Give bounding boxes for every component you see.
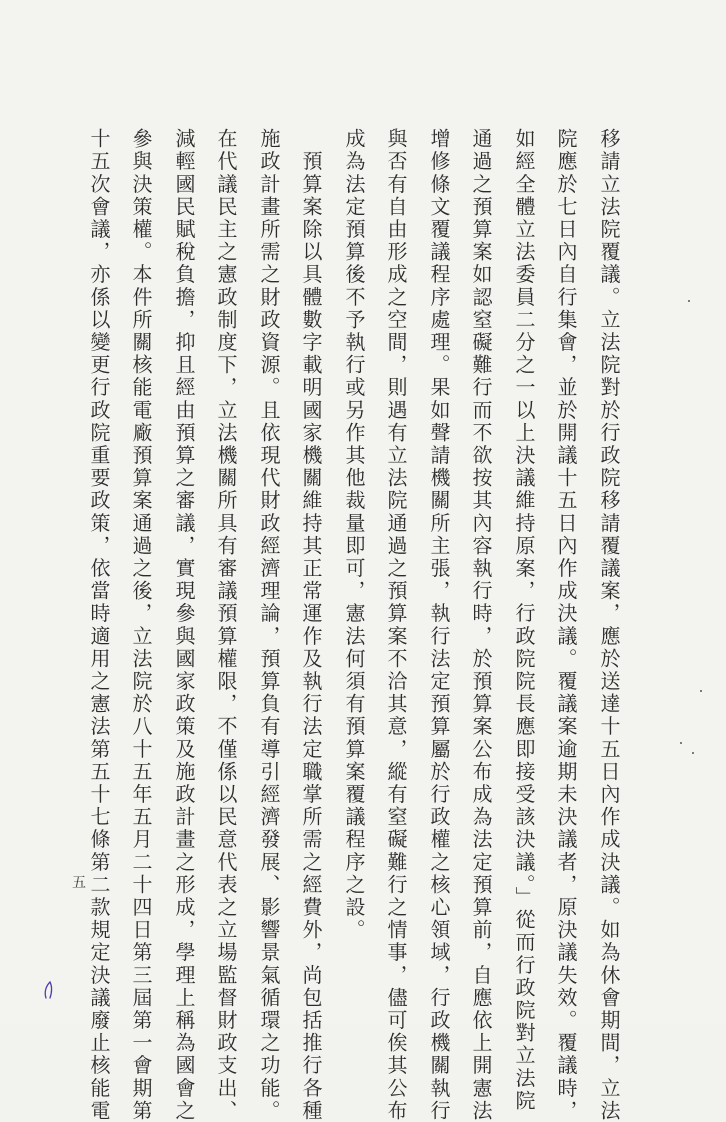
text-column: 如經全體立法委員二分之一以上決議維持原案，行政院院長應即接受該決議。」從而行政院對立法院: [512, 128, 536, 1113]
pen-mark-icon: [40, 978, 58, 1002]
text-column: 參與決策權。本件所關核能電廠預算案通過之後，立法院於八十五年五月二十四日第三屆第一會期第: [129, 128, 153, 1122]
scan-speck: [688, 300, 690, 302]
text-column: 減輕國民賦稅負擔，抑且經由預算之審議，實現參與國家政策及施政計畫之形成，學理上稱為國會之: [172, 128, 196, 1122]
text-column: 增修條文覆議程序處理。果如聲請機關所主張，執行法定預算屬於行政權之核心領域，行政機關執行: [427, 128, 451, 1122]
text-column: 預算案除以具體數字載明國家機關維持其正常運作及執行法定職掌所需之經費外，尚包括推行各種: [299, 128, 323, 1122]
text-column: 與否有自由形成之空間，則遇有立法院通過之預算案不洽其意，縱有窒礙難行之情事，儘可俟其公布: [384, 128, 408, 1122]
text-column: 在代議民主之憲政制度下，立法機關所具有審議預算權限，不僅係以民意代表之立場監督財政支出、: [214, 128, 238, 1122]
scan-speck: [680, 742, 682, 744]
page-number: 五: [72, 875, 86, 891]
text-column: 施政計畫所需之財政資源。且依現代財政經濟理論，預算負有導引經濟發展、影響景氣循環之功能。: [257, 128, 281, 1122]
scan-speck: [692, 752, 694, 754]
text-column: 通過之預算案如認窒礙難行而不欲按其內容執行時，於預算案公布成為法定預算前，自應依上開憲法: [469, 128, 493, 1122]
text-column: 十五次會議，亦係以變更行政院重要政策，依當時適用之憲法第五十七條第二款規定決議廢止核能電: [87, 128, 111, 1122]
text-column: 移請立法院覆議。立法院對於行政院移請覆議案，應於送達十五日內作成決議。如為休會期間，立法: [597, 128, 621, 1122]
text-column: 成為法定預算後不予執行或另作其他裁量即可，憲法何須有預算案覆議程序之設。: [342, 128, 366, 942]
text-column: 院應於七日內自行集會，並於開議十五日內作成決議。覆議案逾期未決議者，原決議失效。覆議時，: [554, 128, 578, 1122]
scan-speck: [700, 690, 702, 692]
